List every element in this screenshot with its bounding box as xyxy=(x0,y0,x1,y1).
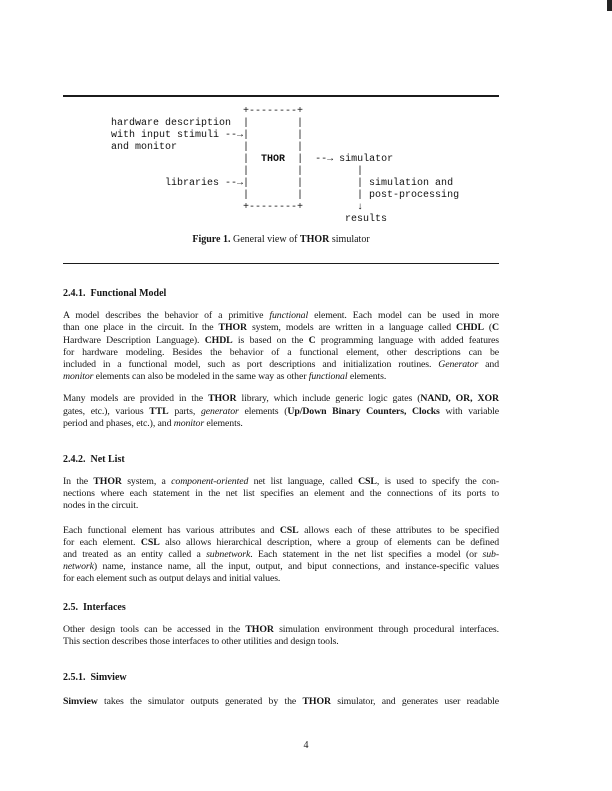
text-run: elements. xyxy=(204,417,243,429)
text-run: Other design tools can be accessed in the xyxy=(63,623,246,635)
text-run: simulator, and generates user readable xyxy=(330,696,499,708)
text-run: Simview xyxy=(63,696,98,708)
text-run: Figure 1. xyxy=(192,233,231,245)
page-number: 4 xyxy=(303,740,309,752)
text-run: for hardware modeling. Besides the behavior of a functional element, other descriptions can be xyxy=(63,346,499,358)
text-line xyxy=(63,476,499,488)
text-run: results xyxy=(63,213,388,225)
text-line xyxy=(63,573,499,585)
text-line xyxy=(63,500,499,512)
text-run: THOR xyxy=(218,322,247,334)
text-line xyxy=(63,178,499,190)
text-run: CHDL xyxy=(455,322,484,334)
text-run: system, models are written in a language called xyxy=(246,322,456,334)
text-run: also allows hierarchical description, where a group of elements can be defined xyxy=(159,536,499,548)
text-line xyxy=(63,624,499,636)
text-run: programming language with added features xyxy=(315,334,500,346)
text-run: with input stimuli --→| | xyxy=(63,129,304,141)
text-run: This section describes those interfaces to other utilities and design tools. xyxy=(63,635,339,647)
text-run: system, a xyxy=(121,476,172,488)
text-run: | | | post-processing xyxy=(63,189,460,201)
text-line xyxy=(63,549,499,561)
text-line xyxy=(63,418,499,430)
text-run: libraries --→| | | simulation and xyxy=(63,177,454,189)
text-run: Hardware Description Language). xyxy=(63,334,205,346)
paragraph-functional-model-2 xyxy=(63,393,499,430)
text-run: Generator xyxy=(438,359,479,370)
thor-figure-ascii-diagram xyxy=(63,106,499,226)
paragraph-interfaces-1 xyxy=(63,624,499,648)
text-run: included in a functional model, such as port descriptions and initialization routines. xyxy=(63,359,439,370)
text-line xyxy=(63,525,499,537)
text-line xyxy=(63,561,499,573)
text-run: THOR xyxy=(245,623,274,635)
text-column xyxy=(63,95,499,708)
text-run: and monitor | | xyxy=(63,141,304,153)
text-run: THOR xyxy=(93,476,122,488)
text-run: simulator xyxy=(329,233,370,245)
text-run: THOR xyxy=(261,153,286,165)
text-run: library, which include generic logic gates ( xyxy=(236,393,421,405)
text-line xyxy=(63,406,499,418)
text-line xyxy=(63,347,499,359)
text-run: CSL xyxy=(358,476,377,488)
text-line xyxy=(63,359,499,371)
text-line xyxy=(63,166,499,178)
section-heading-net-list: 2.4.2. Net List xyxy=(63,454,125,466)
paragraph-functional-model-1 xyxy=(63,310,499,383)
text-run: network xyxy=(63,561,94,573)
text-run: +--------+ xyxy=(63,105,304,117)
text-run: sub- xyxy=(482,549,499,561)
text-run: A model describes the behavior of a primitive xyxy=(63,310,270,322)
text-run: nodes in the circuit. xyxy=(63,500,139,512)
text-run: Many models are provided in the xyxy=(63,393,209,405)
text-run: TTL xyxy=(149,405,169,417)
text-run: monitor xyxy=(173,417,205,429)
text-line xyxy=(63,154,499,166)
text-run: with variable xyxy=(439,405,499,417)
text-run: component-oriented xyxy=(171,476,249,488)
text-run: parts, xyxy=(168,405,201,417)
text-run: CSL xyxy=(140,536,160,548)
text-run: allows each of these attributes to be specified xyxy=(298,524,499,536)
text-run: THOR xyxy=(208,393,237,405)
text-line xyxy=(63,322,499,334)
text-run: simulation environment through procedural interfaces. xyxy=(273,623,499,635)
text-run: CSL xyxy=(279,524,299,536)
text-line xyxy=(63,130,499,142)
text-run: functional xyxy=(269,310,309,322)
text-line xyxy=(63,234,499,246)
text-run: is based on the xyxy=(232,334,309,346)
text-line xyxy=(63,214,499,226)
text-line xyxy=(63,371,499,383)
text-run: General view of xyxy=(230,233,300,245)
text-line xyxy=(63,190,499,202)
text-run: C xyxy=(492,322,499,334)
text-run: than one place in the circuit. In the xyxy=(63,322,219,334)
text-run: ( xyxy=(483,322,493,334)
text-run: . Each statement in the net list specifies a model (or xyxy=(250,549,483,561)
text-run: gates, etc.), various xyxy=(63,405,150,417)
text-line xyxy=(63,537,499,549)
text-run: and xyxy=(478,359,499,370)
text-line xyxy=(63,310,499,322)
figure-bottom-rule xyxy=(63,263,499,265)
text-run: Up/Down Binary Counters, Clocks xyxy=(287,405,440,417)
text-run: takes the simulator outputs generated by the xyxy=(97,696,303,708)
text-run: In the xyxy=(63,476,94,488)
text-run: for each element such as output delays and initial values. xyxy=(63,573,281,585)
text-run: C xyxy=(308,334,316,346)
figure-top-rule xyxy=(63,95,499,97)
text-run: Each functional element has various attributes and xyxy=(63,524,280,536)
text-run: elements ( xyxy=(238,405,288,417)
text-run: for each element. xyxy=(63,536,141,548)
paragraph-net-list-1 xyxy=(63,476,499,513)
text-run: CHDL xyxy=(204,334,233,346)
text-run: monitor xyxy=(63,371,94,383)
text-line xyxy=(63,335,499,347)
text-run: element. Each model can be used in more xyxy=(308,310,500,322)
text-run: +--------+ ↓ xyxy=(63,201,364,213)
text-line xyxy=(63,202,499,214)
text-run: elements can also be modeled in the same way as other xyxy=(93,371,309,383)
text-run: | --→ simulator xyxy=(285,153,394,165)
text-run: NAND, OR, XOR xyxy=(420,393,499,405)
text-run: generator xyxy=(200,405,239,417)
figure-caption xyxy=(63,234,499,246)
text-line xyxy=(63,636,499,648)
paragraph-simview-1 xyxy=(63,696,499,708)
text-run: nections where each statement in the net list specifies an element and the connections of its ports to xyxy=(63,488,499,500)
scan-artifact-mark xyxy=(607,0,612,11)
text-line xyxy=(63,696,499,708)
text-line xyxy=(63,142,499,154)
text-run: hardware description | | xyxy=(63,117,304,129)
section-heading-functional-model: 2.4.1. Functional Model xyxy=(63,288,167,300)
text-run: | | | xyxy=(63,165,364,177)
section-heading-simview: 2.5.1. Simview xyxy=(63,672,127,684)
text-run: THOR xyxy=(299,233,330,245)
text-run: functional xyxy=(308,371,348,383)
text-run: subnetwork xyxy=(206,549,251,561)
text-run: and treated as an entity called a xyxy=(63,549,207,561)
paragraph-net-list-2 xyxy=(63,525,499,586)
text-run: period and phases, etc.), and xyxy=(63,417,174,429)
text-line xyxy=(63,488,499,500)
text-line xyxy=(63,118,499,130)
text-run: THOR xyxy=(302,696,331,708)
text-run: | xyxy=(63,153,262,165)
text-run: ) name, instance name, all the input, output, and biput connections, and instance-specific values xyxy=(93,561,499,573)
text-line xyxy=(63,106,499,118)
text-run: elements. xyxy=(347,371,387,383)
text-run: , is used to specify the con- xyxy=(376,476,499,488)
section-heading-interfaces: 2.5. Interfaces xyxy=(63,601,126,613)
text-run: net list language, called xyxy=(248,476,359,488)
text-line xyxy=(63,393,499,405)
